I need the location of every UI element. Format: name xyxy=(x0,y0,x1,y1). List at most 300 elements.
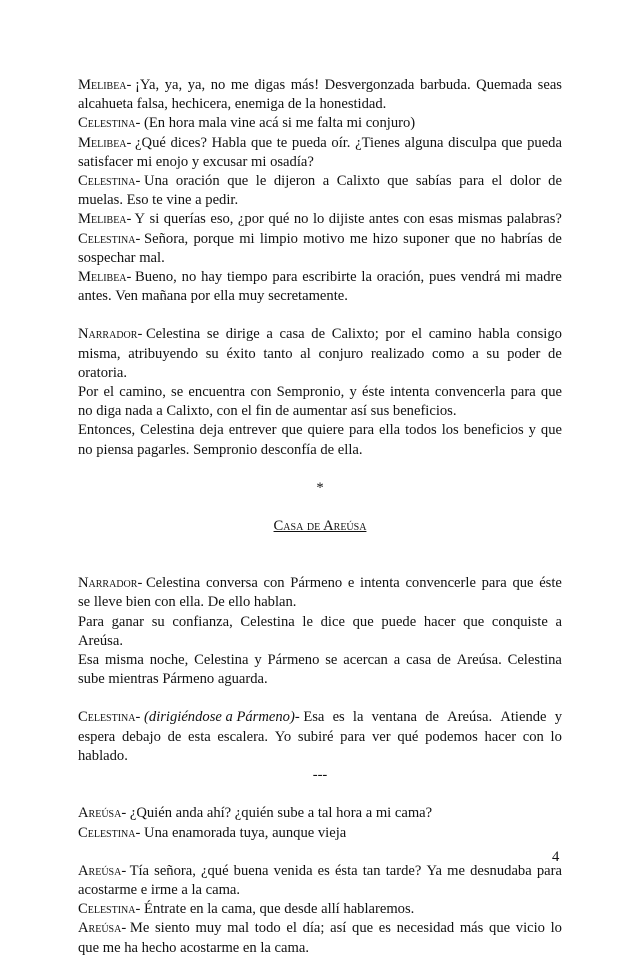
word: para xyxy=(272,269,298,286)
centered-text: --- xyxy=(312,767,328,784)
word: tan xyxy=(362,862,381,879)
word: ello xyxy=(228,594,251,611)
word: anda xyxy=(175,805,204,822)
word: se xyxy=(206,326,220,343)
word: tuya, xyxy=(239,824,269,841)
word: enemiga xyxy=(234,96,285,113)
speaker-name: Celestina xyxy=(78,115,136,132)
word: camino, xyxy=(119,384,166,401)
word: Esa xyxy=(78,652,100,669)
word: conquiste xyxy=(491,613,548,630)
line-lead xyxy=(78,114,165,133)
word: puede xyxy=(381,613,417,630)
word: vine xyxy=(166,192,192,209)
word: beneficios xyxy=(463,422,524,439)
word: aumentar xyxy=(292,403,348,420)
word: suponer xyxy=(403,230,450,247)
word: esas xyxy=(428,211,454,228)
speaker-name: Narrador xyxy=(78,326,138,343)
word: por xyxy=(385,326,405,343)
text-line xyxy=(78,747,562,766)
word: y xyxy=(554,709,562,726)
word: que xyxy=(463,613,485,630)
word: motivo xyxy=(303,230,345,247)
word: le xyxy=(255,173,267,190)
word: me xyxy=(349,230,368,247)
word: pueda xyxy=(291,134,327,151)
word: digas xyxy=(254,77,286,93)
text-line xyxy=(78,210,562,229)
word: hora xyxy=(168,115,195,132)
word: a xyxy=(307,805,315,822)
word: conversa xyxy=(205,575,258,592)
word: ¿qué xyxy=(201,862,229,879)
section-marker xyxy=(78,479,562,498)
word: me xyxy=(447,862,465,879)
word: beneficios. xyxy=(392,403,457,420)
word: bien xyxy=(125,594,151,611)
word: a xyxy=(322,173,330,190)
word: con xyxy=(263,575,285,592)
word: me xyxy=(102,939,121,956)
word: y xyxy=(349,384,357,401)
word: allí xyxy=(321,901,340,918)
word: entrever xyxy=(228,422,277,439)
word: la xyxy=(305,96,316,113)
word: se xyxy=(325,652,338,669)
word: de xyxy=(425,709,439,726)
word: el xyxy=(286,920,297,937)
line-lead xyxy=(78,172,168,191)
word: conjuro) xyxy=(365,115,416,132)
word: Celestina xyxy=(145,575,201,592)
word: fin xyxy=(255,403,272,420)
word: dijiste xyxy=(328,211,365,228)
word: ¿quién xyxy=(234,805,274,822)
line-lead xyxy=(78,574,200,593)
word: oración, xyxy=(376,269,425,286)
word: pues xyxy=(429,269,456,286)
text-line xyxy=(78,95,562,114)
word: no xyxy=(78,403,93,420)
page-number: 4 xyxy=(552,849,560,865)
word: no xyxy=(78,441,93,458)
word: siento xyxy=(154,920,190,937)
word: que xyxy=(387,173,409,190)
word: no xyxy=(480,230,496,247)
word: a xyxy=(266,326,273,343)
word: es xyxy=(317,862,330,879)
word: Pármeno xyxy=(162,671,215,688)
text-line xyxy=(78,249,562,268)
line-lead xyxy=(78,708,324,727)
word: dolor xyxy=(509,173,541,190)
word: aunque xyxy=(272,824,315,841)
word: oración xyxy=(175,173,220,190)
word: ¿Quién xyxy=(129,805,172,822)
paragraph-gap xyxy=(78,460,562,479)
word: tanto xyxy=(263,345,293,362)
speaker-name: Celestina xyxy=(78,901,136,918)
word: éxito xyxy=(226,345,256,362)
word: confianza, xyxy=(172,613,233,630)
word: mañana xyxy=(141,288,188,305)
document-body xyxy=(78,76,562,958)
text-line xyxy=(78,268,562,287)
speaker-separator: - xyxy=(294,709,304,726)
word: desconfía xyxy=(260,441,317,458)
speaker-name: Melibea xyxy=(78,211,127,228)
word: cama. xyxy=(205,881,241,898)
word: nada xyxy=(125,403,153,420)
word: tarde? xyxy=(385,862,422,879)
word: su xyxy=(205,345,219,362)
word: esta xyxy=(188,728,211,745)
text-line xyxy=(78,613,562,632)
text-line xyxy=(78,824,562,843)
word: y xyxy=(191,153,200,170)
word: más! xyxy=(290,77,320,93)
word: éste xyxy=(539,575,562,592)
word: escalera. xyxy=(217,728,269,745)
word: el xyxy=(241,403,252,420)
word: a xyxy=(365,805,373,822)
word: ella. xyxy=(179,594,205,611)
word: te xyxy=(276,134,288,151)
word: mala xyxy=(198,115,227,132)
word: ella xyxy=(379,422,401,439)
word: para xyxy=(348,422,375,439)
word: al xyxy=(300,345,311,362)
speaker-separator: - xyxy=(137,326,146,343)
word: deja xyxy=(199,422,224,439)
word: satisfacer xyxy=(78,153,134,170)
speaker-name: Celestina xyxy=(78,709,136,726)
word: la xyxy=(207,901,218,918)
centered-text: * xyxy=(316,479,324,496)
word: sus xyxy=(370,403,390,420)
word: falta xyxy=(317,115,343,132)
word: mi xyxy=(505,269,521,286)
word: que xyxy=(454,230,476,247)
word: por xyxy=(190,288,211,305)
word: mismas xyxy=(457,211,503,228)
word: disculpa xyxy=(448,134,497,151)
word: Eso xyxy=(126,192,149,209)
word: limpio xyxy=(259,230,298,247)
word: Una xyxy=(144,824,169,841)
word: dice xyxy=(320,613,345,630)
word: su xyxy=(151,613,165,630)
word: de xyxy=(275,403,290,420)
paragraph-gap xyxy=(78,785,562,804)
word: para xyxy=(481,575,507,592)
word: Me xyxy=(129,920,150,937)
word: realizado xyxy=(370,345,425,362)
word: Y xyxy=(134,211,146,228)
word: poder xyxy=(507,345,541,362)
word: dices? xyxy=(170,134,207,151)
word: a xyxy=(181,881,188,898)
word: Una xyxy=(144,173,169,190)
word: de xyxy=(437,652,451,669)
word: antes xyxy=(368,211,399,228)
word: de xyxy=(311,326,326,343)
word: más xyxy=(459,920,484,937)
word: vendrá xyxy=(460,269,501,286)
text-line xyxy=(78,939,562,958)
word: ella xyxy=(213,288,235,305)
word: mal xyxy=(227,920,250,937)
word: qué xyxy=(397,728,419,745)
word: convencerle xyxy=(405,575,476,592)
speaker-separator: - xyxy=(135,709,145,726)
word: diga xyxy=(96,403,122,420)
line-lead xyxy=(78,230,188,249)
word: quiere xyxy=(307,422,344,439)
line-lead xyxy=(78,76,159,95)
speaker-separator: - xyxy=(126,211,135,228)
word: lo xyxy=(550,728,562,745)
speaker-separator: - xyxy=(135,901,145,918)
speaker-name: Celestina xyxy=(78,824,136,841)
word: hizo xyxy=(372,230,398,247)
word: hecho xyxy=(141,939,177,956)
word: acostarme xyxy=(180,939,240,956)
text-line xyxy=(78,153,562,172)
word: excusar xyxy=(202,153,248,170)
word: para xyxy=(459,173,485,190)
word: intenta xyxy=(360,575,400,592)
word: qué xyxy=(268,211,290,228)
word: Atiende xyxy=(500,709,547,726)
word: se xyxy=(171,384,184,401)
paragraph-gap xyxy=(78,689,562,708)
paragraph-gap xyxy=(78,306,562,325)
section-title xyxy=(78,517,562,536)
speaker-separator: - xyxy=(121,920,130,937)
word: noche, xyxy=(149,652,189,669)
word: para xyxy=(536,862,562,879)
word: muy xyxy=(195,920,222,937)
word: oír. xyxy=(331,134,351,151)
word: Calixto; xyxy=(331,326,379,343)
word: Quemada xyxy=(476,77,533,93)
word: e xyxy=(347,575,355,592)
word: la xyxy=(191,881,202,898)
word: de xyxy=(167,728,182,745)
word: Bueno, xyxy=(135,269,177,286)
word: hay xyxy=(201,269,223,286)
text-line xyxy=(78,134,562,153)
line-lead xyxy=(78,268,177,287)
word: que xyxy=(512,575,534,592)
word: barbuda. xyxy=(419,77,471,93)
speaker-name: Melibea xyxy=(78,77,127,93)
word: mi xyxy=(136,153,153,170)
word: me xyxy=(295,115,314,132)
word: hablado. xyxy=(78,747,128,764)
word: el xyxy=(491,173,503,190)
word: señora, xyxy=(154,862,196,879)
word: Tía xyxy=(129,862,150,879)
word: consigo xyxy=(516,326,562,343)
word: casa xyxy=(406,652,432,669)
speaker-separator: - xyxy=(135,173,145,190)
word: desde xyxy=(284,901,318,918)
word: falsa, xyxy=(136,96,168,113)
word: no xyxy=(181,269,197,286)
word: irme xyxy=(150,881,178,898)
speaker-name: Melibea xyxy=(78,269,127,286)
text-line xyxy=(78,708,562,727)
line-lead xyxy=(78,919,149,938)
word: Para xyxy=(78,613,104,630)
word: ésta xyxy=(334,862,358,879)
word: venida xyxy=(273,862,313,879)
word: Ya xyxy=(426,862,443,879)
word: conjuro xyxy=(318,345,364,362)
text-line xyxy=(78,881,562,900)
word: honestidad. xyxy=(319,96,387,113)
text-line xyxy=(78,402,562,421)
speaker-separator: - xyxy=(121,805,130,822)
speaker-name: Narrador xyxy=(78,575,138,592)
word: hacer xyxy=(423,613,456,630)
word: Sempronio, xyxy=(276,384,345,401)
word: ahí? xyxy=(206,805,232,822)
word: mientras xyxy=(108,671,159,688)
word: cama. xyxy=(274,939,309,956)
word: Celestina xyxy=(140,422,195,439)
word: así xyxy=(350,403,367,420)
word: Calixto, xyxy=(166,403,213,420)
word: casa xyxy=(279,326,305,343)
word: ventana xyxy=(371,709,418,726)
word: sospechar xyxy=(78,249,136,266)
word: buena xyxy=(233,862,269,879)
word: que xyxy=(540,384,562,401)
line-lead xyxy=(78,325,200,344)
word: me xyxy=(230,77,249,93)
word: hechicera, xyxy=(171,96,232,113)
word: Éntrate xyxy=(144,901,187,918)
text-line xyxy=(78,670,562,689)
word: ella. xyxy=(337,441,363,458)
word: ¿por xyxy=(237,211,264,228)
speaker-separator: - xyxy=(121,862,130,879)
word: dirige xyxy=(225,326,260,343)
line-lead xyxy=(78,804,172,823)
word: eso, xyxy=(210,211,234,228)
text-line xyxy=(78,287,562,306)
word: todos xyxy=(405,422,437,439)
word: así xyxy=(330,920,347,937)
word: a xyxy=(472,345,479,362)
word: ¿Tienes xyxy=(355,134,400,151)
speaker-separator: - xyxy=(126,77,136,93)
word: se xyxy=(78,594,91,611)
speaker-separator: - xyxy=(135,824,145,841)
word: y xyxy=(254,652,262,669)
word: ganar xyxy=(111,613,145,630)
word: que xyxy=(352,613,374,630)
text-line xyxy=(78,574,562,593)
text-line xyxy=(78,728,562,747)
word: Sempronio xyxy=(193,441,258,458)
speaker-separator: - xyxy=(126,269,136,286)
text-line xyxy=(78,593,562,612)
text-line xyxy=(78,804,562,823)
line-lead xyxy=(78,210,145,229)
stage-direction: (dirigiéndose a Pármeno) xyxy=(144,709,295,726)
word: sube xyxy=(277,805,305,822)
word: que xyxy=(251,134,273,151)
word: podemos xyxy=(425,728,478,745)
word: éste xyxy=(362,384,385,401)
word: y xyxy=(528,422,536,439)
word: a xyxy=(195,192,202,209)
word: querías xyxy=(163,211,206,228)
text-line xyxy=(78,230,562,249)
word: intenta xyxy=(389,384,430,401)
word: hablaremos. xyxy=(343,901,415,918)
text-line xyxy=(78,651,562,670)
speaker-name: Melibea xyxy=(78,134,127,151)
word: no xyxy=(293,211,309,228)
text-line xyxy=(78,364,562,383)
word: Calixto xyxy=(336,173,380,190)
word: lleve xyxy=(93,594,123,611)
word: acá xyxy=(259,115,279,132)
paragraph-gap xyxy=(78,843,562,862)
word: Celestina xyxy=(145,326,201,343)
word: vicio xyxy=(515,920,545,937)
word: piensa xyxy=(96,441,134,458)
word: camino xyxy=(428,326,472,343)
word: ya, xyxy=(187,77,206,93)
paragraph-gap xyxy=(78,498,562,517)
word: que xyxy=(78,939,100,956)
word: que xyxy=(540,422,562,439)
word: ha xyxy=(124,939,138,956)
word: Desvergonzada xyxy=(324,77,415,93)
word: la xyxy=(361,269,372,286)
word: osadía? xyxy=(270,153,314,170)
word: su xyxy=(486,345,500,362)
word: lo xyxy=(550,920,562,937)
speaker-separator: - xyxy=(137,575,146,592)
text-line xyxy=(78,383,562,402)
word: enamorada xyxy=(172,824,237,841)
word: que xyxy=(501,134,523,151)
word: aguarda. xyxy=(217,671,268,688)
speaker-name: Celestina xyxy=(78,173,136,190)
word: para xyxy=(510,384,536,401)
word: el xyxy=(411,326,423,343)
centered-text: Casa de Areúsa xyxy=(273,518,367,535)
word: enojo xyxy=(155,153,189,170)
word: mi xyxy=(239,230,255,247)
word: con xyxy=(403,211,425,228)
word: que xyxy=(489,920,511,937)
word: Celestina xyxy=(240,613,295,630)
word: si xyxy=(282,115,292,132)
word: ¡Ya, xyxy=(135,77,160,93)
word: de xyxy=(287,96,302,113)
word: oratoria. xyxy=(78,364,128,381)
word: dijeron xyxy=(273,173,316,190)
